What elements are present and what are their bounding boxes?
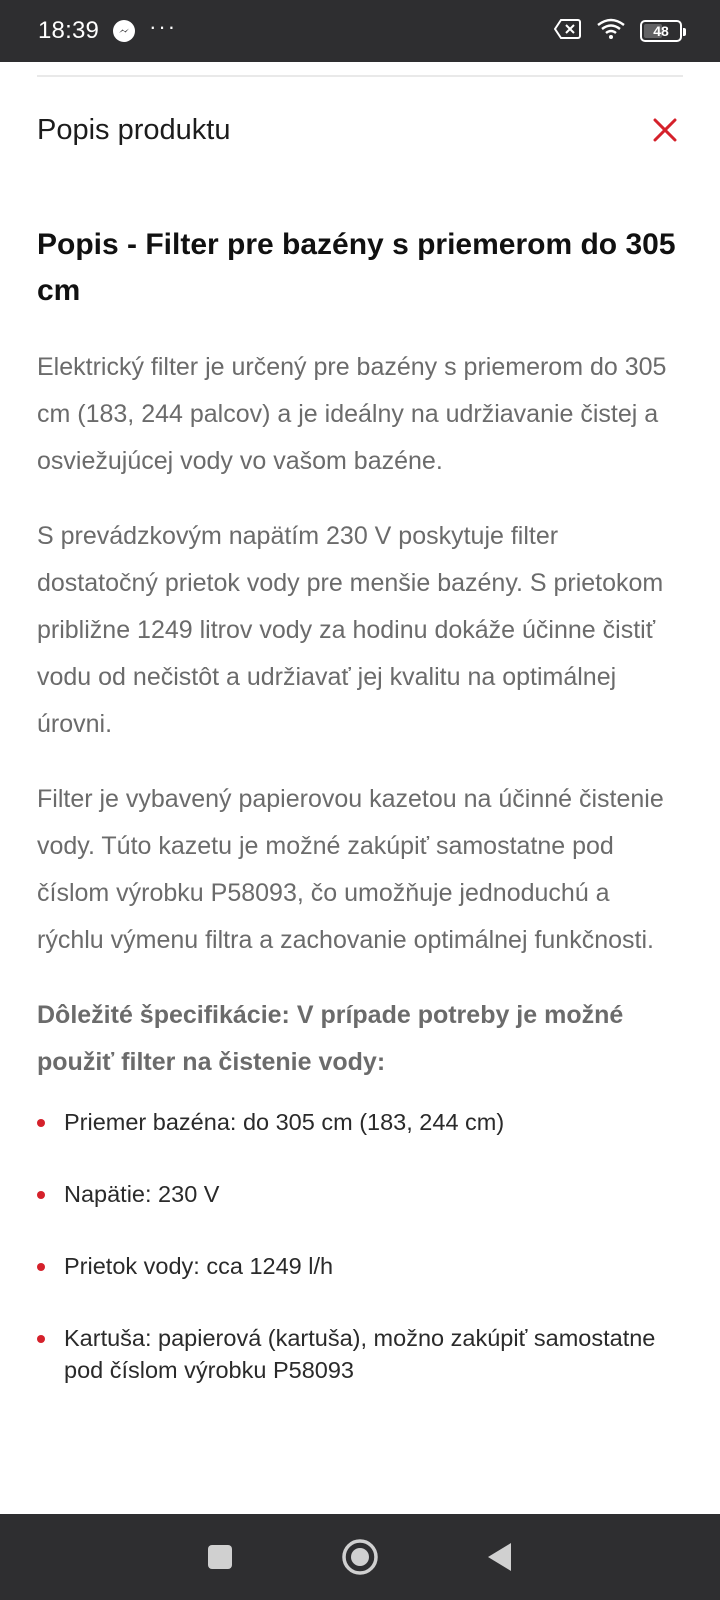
- panel-header: [37, 110, 683, 150]
- spec-item: [37, 1250, 680, 1282]
- bullet-icon: [37, 1263, 45, 1271]
- spec-item: [37, 1178, 680, 1210]
- home-icon: [341, 1538, 379, 1576]
- no-sim-icon: [554, 18, 582, 45]
- home-button[interactable]: [340, 1537, 380, 1577]
- panel-title: Popis produktu: [37, 113, 231, 146]
- back-button[interactable]: [480, 1537, 520, 1577]
- article-paragraph: S prevádzkovým napätím 230 V poskytuje filter dostatočný prietok vody pre menšie bazény. S prietokom približne 1249 litrov vody za hodinu dokáže účinne čistiť vodu od nečistôt a udržiavať jej kvalitu na optimálnej úrovni.: [37, 522, 664, 738]
- article-paragraph: Elektrický filter je určený pre bazény s priemerom do 305 cm (183, 244 palcov) a je ideálny na udržiavanie čistej a osviežujúcej vody vo vašom bazéne.: [37, 353, 667, 475]
- status-right: [554, 18, 682, 45]
- more-dots-icon: ···: [149, 14, 178, 39]
- status-left: [38, 14, 178, 45]
- back-icon: [485, 1541, 515, 1573]
- recent-apps-button[interactable]: [200, 1537, 240, 1577]
- close-icon: [652, 117, 678, 143]
- wifi-icon: [596, 18, 626, 45]
- spec-text: Prietok vody: cca 1249 l/h: [64, 1253, 334, 1279]
- bullet-icon: [37, 1335, 45, 1343]
- status-time: 18:39: [38, 17, 100, 44]
- product-description-panel: [0, 62, 720, 1514]
- battery-level: 48: [653, 23, 669, 39]
- battery-icon: [640, 20, 682, 42]
- specs-intro: Dôležité špecifikácie: V prípade potreby je možné použiť filter na čistenie vody:: [37, 1001, 624, 1076]
- spec-item: [37, 1106, 680, 1138]
- bullet-icon: [37, 1191, 45, 1199]
- bullet-icon: [37, 1119, 45, 1127]
- spec-item: [37, 1322, 680, 1386]
- spec-list: [37, 1106, 680, 1386]
- product-article: [37, 222, 680, 1426]
- top-divider: [37, 75, 683, 77]
- messenger-icon: [113, 20, 135, 42]
- spec-text: Priemer bazéna: do 305 cm (183, 244 cm): [64, 1109, 505, 1135]
- close-button[interactable]: [647, 112, 683, 148]
- article-paragraph: Filter je vybavený papierovou kazetou na účinné čistenie vody. Túto kazetu je možné zakúpiť samostatne pod číslom výrobku P58093, čo umožňuje jednoduchú a rýchlu výmenu filtra a zachovanie optimálnej funkčnosti.: [37, 785, 664, 954]
- spec-text: Napätie: 230 V: [64, 1181, 220, 1207]
- spec-text: Kartuša: papierová (kartuša), možno zakúpiť samostatne pod číslom výrobku P58093: [64, 1325, 656, 1383]
- recent-apps-icon: [206, 1543, 234, 1571]
- article-heading: Popis - Filter pre bazény s priemerom do 305 cm: [37, 228, 676, 307]
- status-bar: [0, 0, 720, 62]
- navigation-bar: [0, 1514, 720, 1600]
